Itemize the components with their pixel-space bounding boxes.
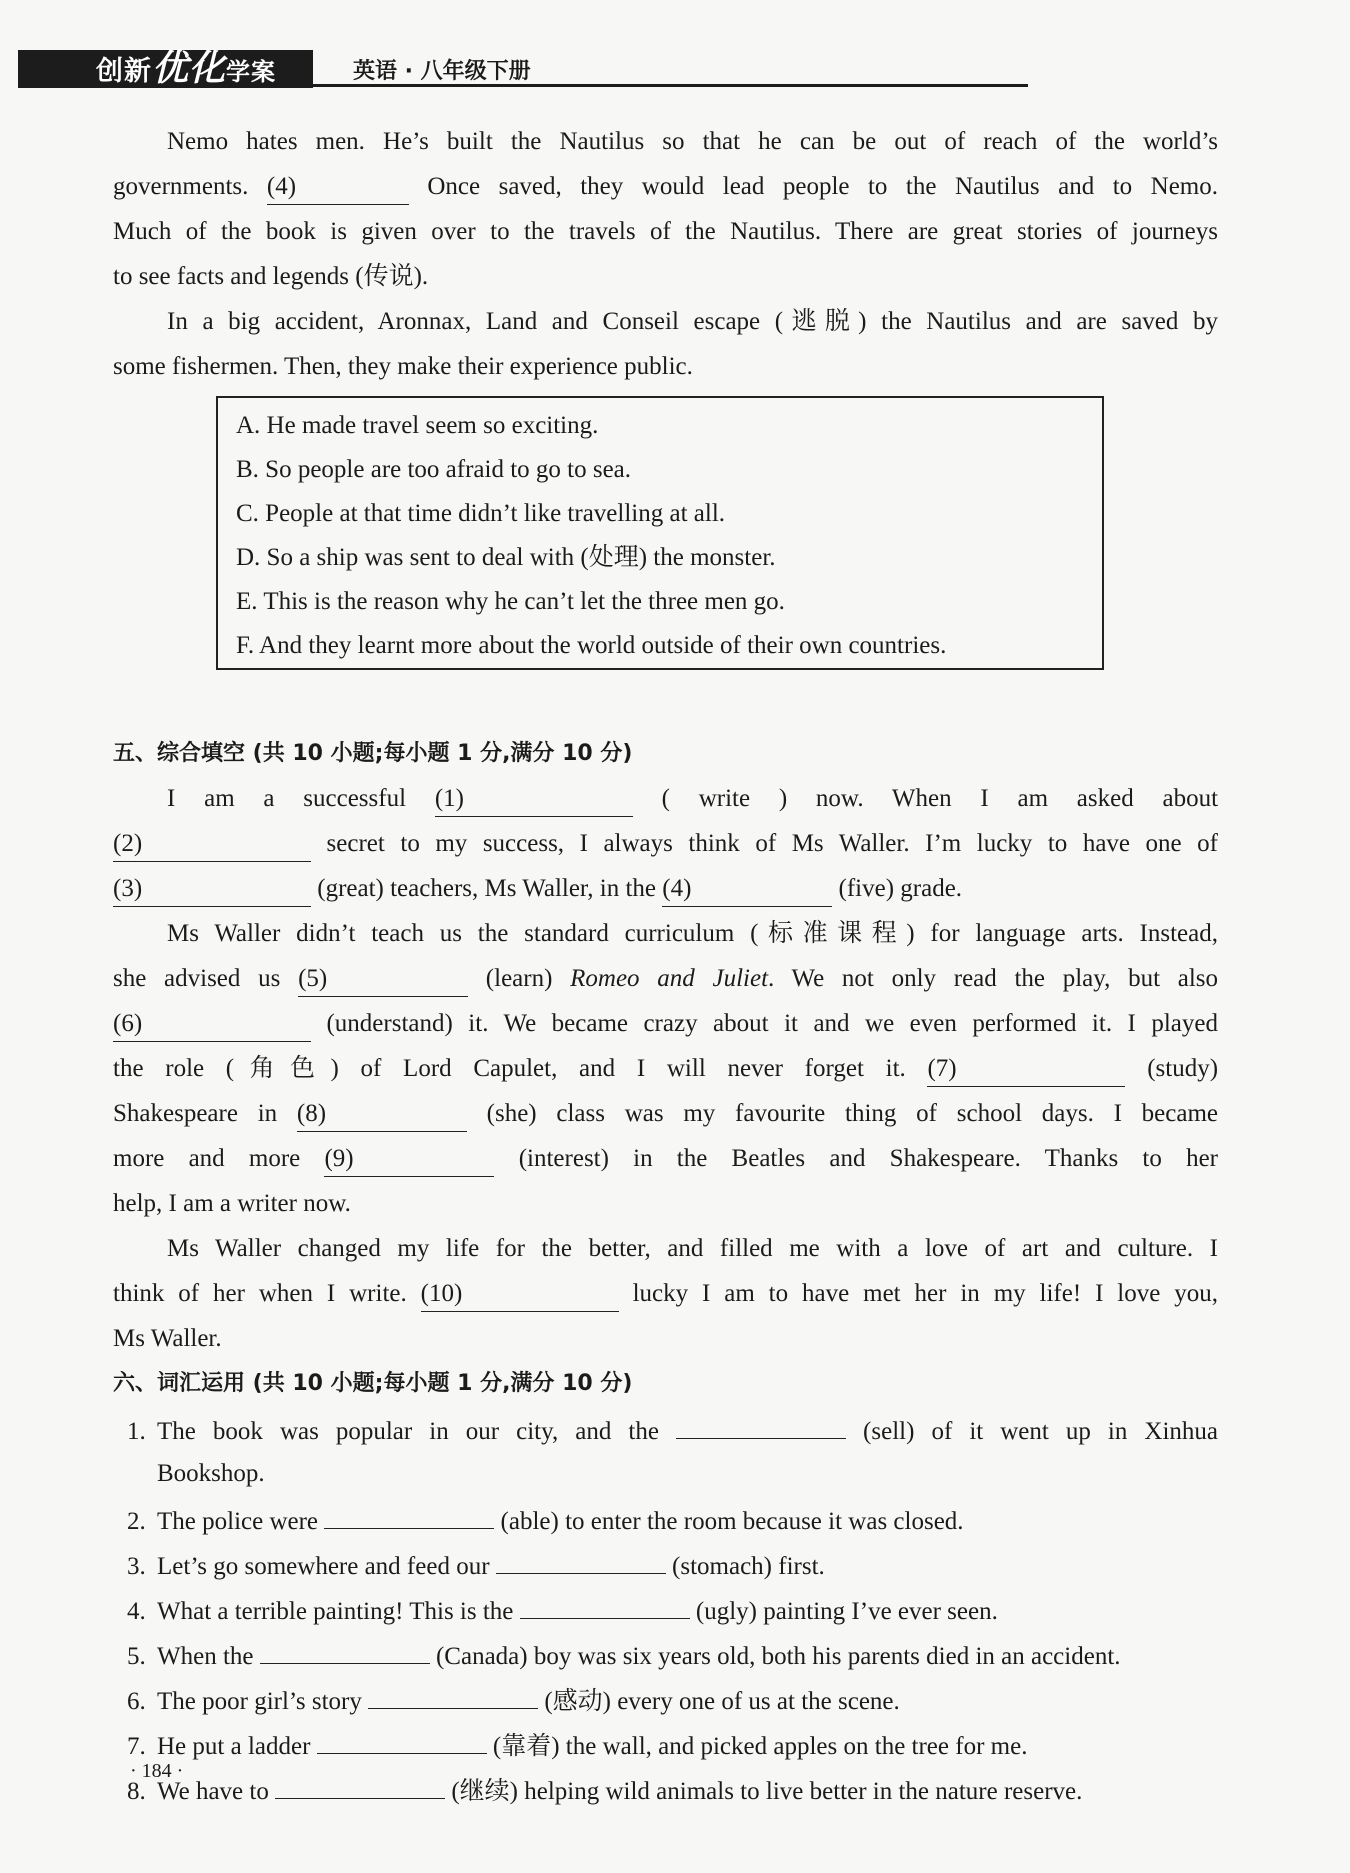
vocab-question-2: 2. The police were (able) to enter the room because it was closed.	[113, 1496, 1218, 1541]
answer-blank-7[interactable]: (7)	[927, 1054, 1125, 1087]
answer-blank-8[interactable]: (8)	[297, 1099, 467, 1132]
answer-blank[interactable]	[317, 1721, 487, 1754]
answer-blank-4[interactable]: (4)	[267, 172, 409, 205]
vocab-question-8: 8. We have to (继续) helping wild animals to live better in the nature reserve.	[113, 1766, 1218, 1811]
answer-blank-5[interactable]: (5)	[298, 964, 468, 997]
vocab-question-continuation: Bookshop.	[157, 1460, 265, 1487]
cloze-line: Shakespeare in (8) (she) class was my favourite thing of school days. I became	[113, 1091, 1218, 1136]
answer-blank[interactable]	[368, 1676, 538, 1709]
vocab-question-1: 1. The book was popular in our city, and the (sell) of it went up in Xinhua	[113, 1406, 1218, 1451]
option-e: E. This is the reason why he can’t let the three men go.	[236, 588, 785, 615]
answer-blank-6[interactable]: (6)	[113, 1009, 311, 1042]
option-d: D. So a ship was sent to deal with (处理) the monster.	[236, 544, 776, 571]
reading-line: Nemo hates men. He’s built the Nautilus so that he can be out of reach of the world’s	[167, 128, 1218, 155]
reading-line: to see facts and legends (传说).	[113, 263, 429, 290]
answer-blank[interactable]	[520, 1586, 690, 1619]
cloze-line: think of her when I write. (10) lucky I am to have met her in my life! I love you,	[113, 1271, 1218, 1316]
answer-blank[interactable]	[324, 1496, 494, 1529]
header-rule	[313, 84, 1028, 87]
answer-blank[interactable]	[275, 1766, 445, 1799]
option-b: B. So people are too afraid to go to sea.	[236, 456, 632, 483]
book-subtitle: 英语 · 八年级下册	[353, 59, 531, 84]
vocab-question-3: 3. Let’s go somewhere and feed our (stomach) first.	[113, 1541, 1218, 1586]
section-title: 六、词汇运用 (共 10 小题;每小题 1 分,满分 10 分)	[113, 1371, 633, 1396]
section-title: 五、综合填空 (共 10 小题;每小题 1 分,满分 10 分)	[113, 741, 633, 766]
answer-blank[interactable]	[260, 1631, 430, 1664]
cloze-line: more and more (9) (interest) in the Beatles and Shakespeare. Thanks to her	[113, 1136, 1218, 1181]
page-content	[113, 119, 1218, 1811]
cloze-line: Ms Waller didn’t teach us the standard curriculum (标准课程) for language arts. Instead,	[167, 920, 1218, 947]
option-f: F. And they learnt more about the world outside of their own countries.	[236, 632, 947, 659]
page-number: · 184 ·	[130, 1760, 184, 1782]
brand-logo: 创新优化学案	[18, 50, 313, 88]
reading-line: Much of the book is given over to the travels of the Nautilus. There are great stories of journeys	[113, 218, 1218, 245]
cloze-line: the role (角色) of Lord Capulet, and I will never forget it. (7) (study)	[113, 1046, 1218, 1091]
reading-line: some fishermen. Then, they make their experience public.	[113, 353, 693, 380]
answer-blank-10[interactable]: (10)	[421, 1279, 619, 1312]
vocab-question-5: 5. When the (Canada) boy was six years old, both his parents died in an accident.	[113, 1631, 1218, 1676]
reading-line: governments. (4) Once saved, they would lead people to the Nautilus and to Nemo.	[113, 164, 1218, 209]
vocab-question-7: 7. He put a ladder (靠着) the wall, and picked apples on the tree for me.	[113, 1721, 1218, 1766]
answer-blank[interactable]	[676, 1406, 846, 1439]
cloze-line: she advised us (5) (learn) Romeo and Juliet. We not only read the play, but also	[113, 956, 1218, 1001]
cloze-line: (6) (understand) it. We became crazy about it and we even performed it. I played	[113, 1001, 1218, 1046]
answer-blank-2[interactable]: (2)	[113, 829, 311, 862]
vocab-question-6: 6. The poor girl’s story (感动) every one of us at the scene.	[113, 1676, 1218, 1721]
option-c: C. People at that time didn’t like travelling at all.	[236, 500, 726, 527]
vocab-question-4: 4. What a terrible painting! This is the (ugly) painting I’ve ever seen.	[113, 1586, 1218, 1631]
page-header	[18, 50, 1028, 88]
cloze-line: (3) (great) teachers, Ms Waller, in the (4) (five) grade.	[113, 866, 1218, 911]
answer-blank-3[interactable]: (3)	[113, 874, 311, 907]
cloze-line: I am a successful (1) ( write ) now. When I am asked about	[113, 776, 1218, 821]
cloze-line: Ms Waller.	[113, 1325, 222, 1352]
option-a: A. He made travel seem so exciting.	[236, 412, 599, 439]
answer-blank[interactable]	[496, 1541, 666, 1574]
options-box	[216, 396, 1104, 670]
reading-line: In a big accident, Aronnax, Land and Conseil escape (逃脱) the Nautilus and are saved by	[167, 308, 1218, 335]
answer-blank-4[interactable]: (4)	[662, 874, 832, 907]
answer-blank-1[interactable]: (1)	[435, 784, 633, 817]
cloze-line: help, I am a writer now.	[113, 1190, 351, 1217]
cloze-line: (2) secret to my success, I always think of Ms Waller. I’m lucky to have one of	[113, 821, 1218, 866]
answer-blank-9[interactable]: (9)	[324, 1144, 494, 1177]
cloze-line: Ms Waller changed my life for the better, and filled me with a love of art and culture. I	[167, 1235, 1218, 1262]
